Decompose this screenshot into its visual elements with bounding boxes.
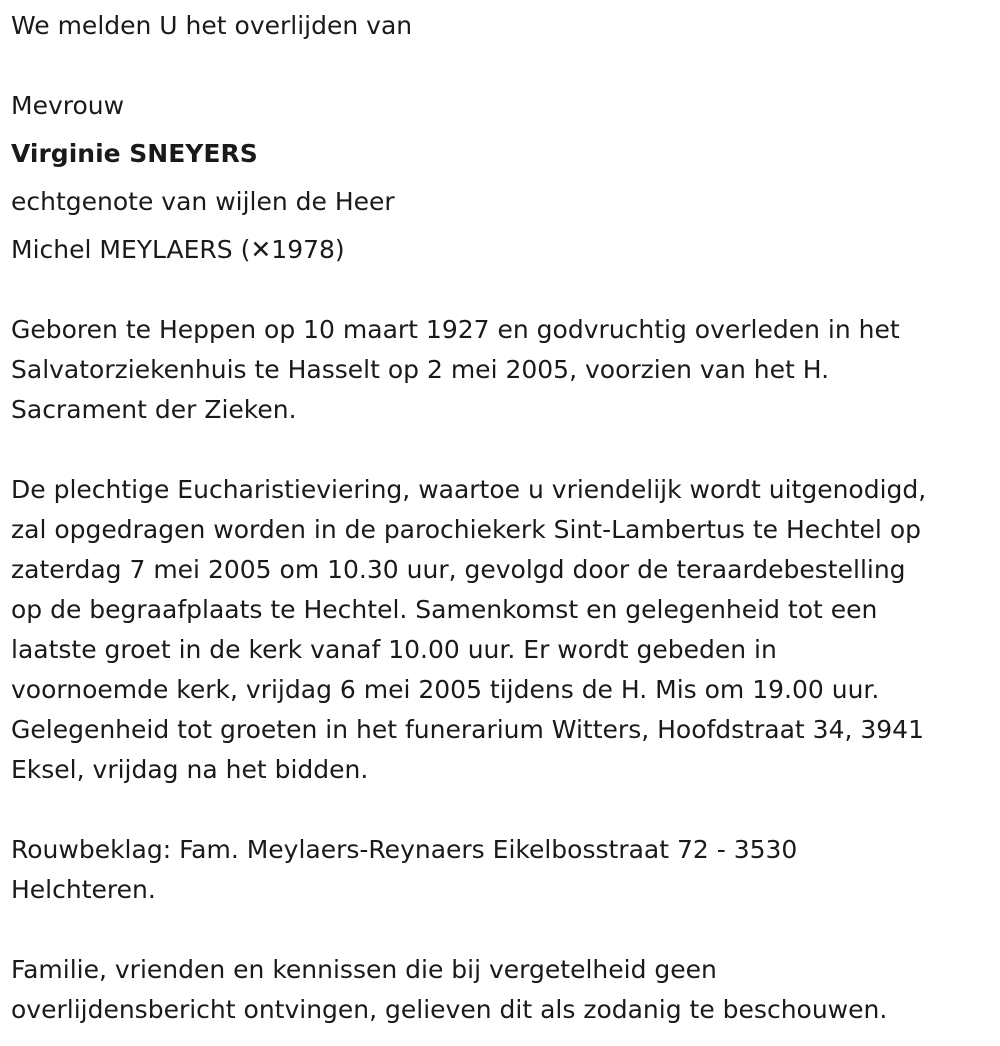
intro-text: We melden U het overlijden van [11,11,413,40]
ceremony-line: zal opgedragen worden in de parochiekerk Sint-Lambertus te Hechtel op [11,515,921,544]
closing-line: overlijdensbericht ontvingen, gelieven dit als zodanig te beschouwen. [11,995,888,1024]
deceased-name: Virginie SNEYERS [11,139,258,168]
relation-text: echtgenote van wijlen de Heer [11,187,395,216]
birth-line: Sacrament der Zieken. [11,395,297,424]
ceremony-line: op de begraafplaats te Hechtel. Samenkomst en gelegenheid tot een [11,595,878,624]
condolences-line: Rouwbeklag: Fam. Meylaers-Reynaers Eikelbosstraat 72 - 3530 [11,835,798,864]
birth-line: Salvatorziekenhuis te Hasselt op 2 mei 2005, voorzien van het H. [11,355,830,384]
ceremony-line: Gelegenheid tot groeten in het funerarium Witters, Hoofdstraat 34, 3941 [11,715,924,744]
birth-line: Geboren te Heppen op 10 maart 1927 en godvruchtig overleden in het [11,315,900,344]
ceremony-line: voornoemde kerk, vrijdag 6 mei 2005 tijdens de H. Mis om 19.00 uur. [11,675,880,704]
closing-line: Familie, vrienden en kennissen die bij vergetelheid geen [11,955,717,984]
title-text: Mevrouw [11,91,125,120]
ceremony-line: laatste groet in de kerk vanaf 10.00 uur. Er wordt gebeden in [11,635,777,664]
ceremony-line: Eksel, vrijdag na het bidden. [11,755,369,784]
condolences-line: Helchteren. [11,875,156,904]
ceremony-line: zaterdag 7 mei 2005 om 10.30 uur, gevolgd door de teraardebestelling [11,555,906,584]
ceremony-line: De plechtige Eucharistieviering, waartoe u vriendelijk wordt uitgenodigd, [11,475,927,504]
spouse-name: Michel MEYLAERS (✕1978) [11,235,345,264]
